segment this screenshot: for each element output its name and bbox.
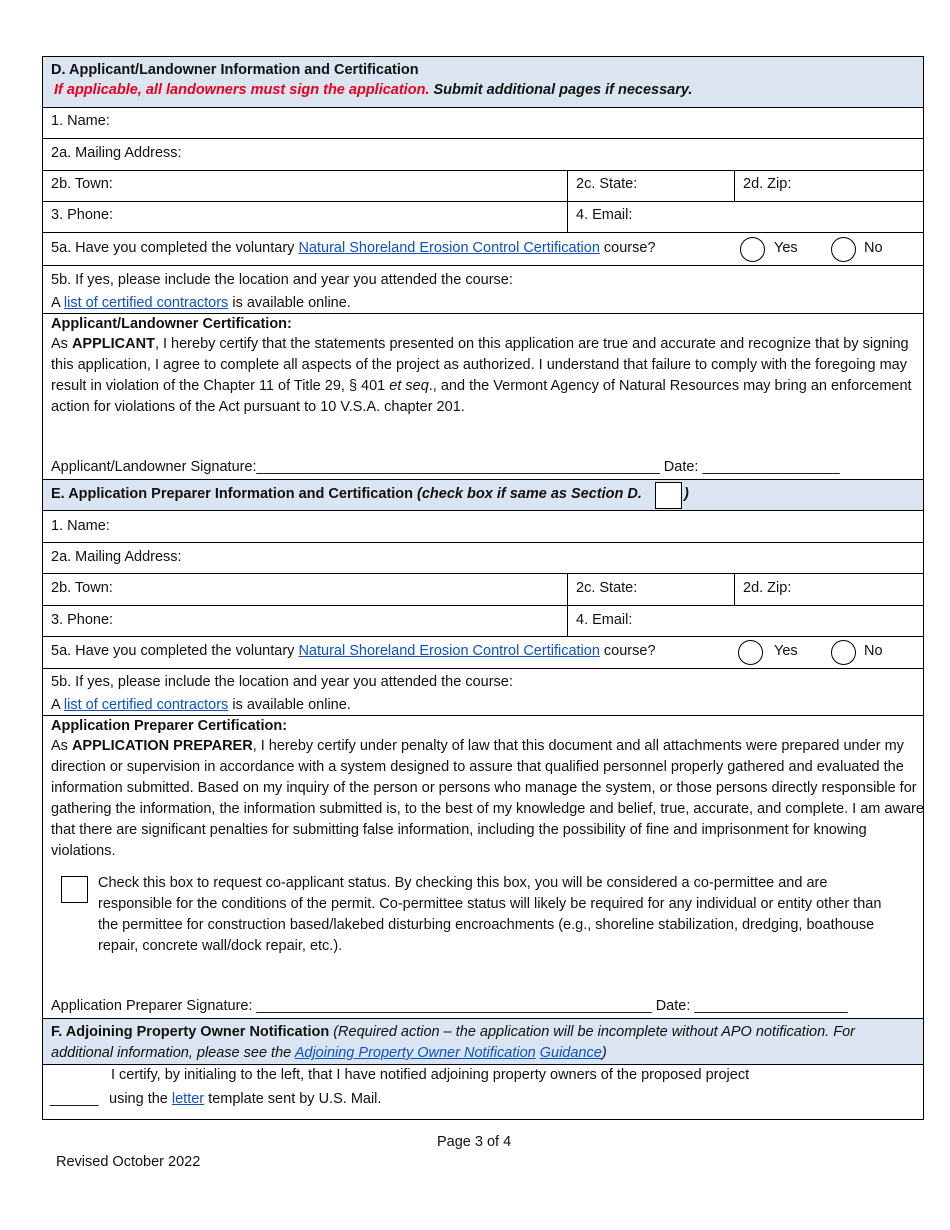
d-name-row[interactable] bbox=[43, 108, 923, 139]
e-zip-label: 2d. Zip: bbox=[743, 580, 792, 596]
d-phone-row bbox=[43, 202, 923, 233]
e-zip-field[interactable] bbox=[734, 574, 923, 605]
permit-form bbox=[42, 56, 924, 1120]
section-f-header bbox=[43, 1019, 923, 1065]
co-applicant-text: Check this box to request co-applicant status. By checking this box, you will be considered a co-permittee and are responsible for the conditions of the permit. Co-permittee status will likely be required for any individual or entity other than the permittee for construction based/lakebed disturbing encroachments (e.g., shoreline stabilization, dredging, boathouse repair, concrete wall/dock repair, etc.). bbox=[98, 875, 882, 954]
page-number: Page 3 of 4 bbox=[437, 1134, 512, 1150]
d-q5b-a: A bbox=[51, 295, 64, 311]
section-d-title: D. Applicant/Landowner Information and Certification bbox=[51, 62, 419, 78]
e-name-row[interactable] bbox=[43, 511, 923, 543]
letter-link[interactable]: letter bbox=[171, 1091, 205, 1107]
e-email-field[interactable] bbox=[567, 606, 923, 636]
e-state-field[interactable] bbox=[567, 574, 734, 605]
section-f-title: F. Adjoining Property Owner Notification bbox=[51, 1024, 330, 1040]
e-phone-row bbox=[43, 606, 923, 637]
d-signature-line[interactable]: Applicant/Landowner Signature:__________________________________________________ Date: _________________ bbox=[51, 459, 840, 475]
e-q5a-text: 5a. Have you completed the voluntary bbox=[51, 643, 299, 659]
d-yes-radio[interactable] bbox=[740, 237, 765, 262]
e-q5b-a: A bbox=[51, 697, 64, 713]
same-as-d-checkbox[interactable] bbox=[655, 482, 682, 509]
e-q5b-row[interactable] bbox=[43, 669, 923, 716]
apo-certify-line2: using the letter template sent by U.S. Mail. bbox=[109, 1091, 382, 1107]
section-e-title: E. Application Preparer Information and Certification bbox=[51, 486, 414, 502]
section-d-header bbox=[43, 57, 923, 108]
section-f-note: (Required action – the application will be incomplete without APO notification. For additional information, please see the bbox=[51, 1024, 855, 1061]
d-q5b-post: is available online. bbox=[228, 295, 351, 311]
e-no-label: No bbox=[864, 643, 883, 659]
d-name-label: 1. Name: bbox=[51, 113, 110, 129]
e-q5a-post: course? bbox=[599, 643, 656, 659]
d-q5a-post: course? bbox=[599, 240, 656, 256]
d-no-radio[interactable] bbox=[831, 237, 856, 262]
d-phone-field[interactable] bbox=[43, 202, 567, 232]
d-town-label: 2b. Town: bbox=[51, 176, 113, 192]
d-town-row bbox=[43, 171, 923, 202]
e-q5b-text: 5b. If yes, please include the location and year you attended the course: bbox=[51, 674, 513, 690]
e-q5a-row bbox=[43, 637, 923, 669]
d-phone-label: 3. Phone: bbox=[51, 207, 114, 223]
d-email-label: 4. Email: bbox=[576, 207, 633, 223]
section-f-close: ) bbox=[601, 1045, 607, 1061]
d-email-field[interactable] bbox=[567, 202, 923, 232]
initial-blank[interactable]: ______ bbox=[50, 1091, 99, 1107]
e-yes-radio[interactable] bbox=[738, 640, 763, 665]
d-q5a-text: 5a. Have you completed the voluntary bbox=[51, 240, 299, 256]
e-town-field[interactable] bbox=[43, 574, 567, 605]
e-mailing-label: 2a. Mailing Address: bbox=[51, 549, 182, 565]
e-signature-line[interactable]: Application Preparer Signature: _________________________________________________ Date: ___________________ bbox=[51, 998, 848, 1014]
e-town-label: 2b. Town: bbox=[51, 580, 113, 596]
d-zip-field[interactable] bbox=[734, 171, 923, 201]
section-e-note: (check box if same as Section D. bbox=[413, 486, 642, 502]
e-mailing-row[interactable] bbox=[43, 543, 923, 574]
apo-guidance-link[interactable]: Guidance bbox=[539, 1045, 602, 1061]
e-yes-label: Yes bbox=[774, 643, 798, 659]
e-phone-label: 3. Phone: bbox=[51, 612, 114, 628]
d-contractors-link[interactable]: list of certified contractors bbox=[63, 295, 229, 311]
co-applicant-checkbox[interactable] bbox=[61, 876, 88, 903]
d-certification-block bbox=[43, 314, 923, 480]
e-cert-title: Application Preparer Certification: bbox=[51, 718, 288, 734]
e-q5b-post: is available online. bbox=[228, 697, 351, 713]
section-d-notice-red: If applicable, all landowners must sign the application. bbox=[54, 82, 430, 98]
e-contractors-link[interactable]: list of certified contractors bbox=[63, 697, 229, 713]
e-email-label: 4. Email: bbox=[576, 612, 633, 628]
d-cert-text: As APPLICANT, I hereby certify that the statements presented on this application are true and accurate and recognize that by signing this application, I agree to complete all aspects of the project as authorized. I understand that failure to comply with the foregoing may result in violation of the Chapter 11 of Title 29, § 401 et seq., and the Vermont Agency of Natural Resources may bring an enforcement action for violations of the Act pursuant to 10 V.S.A. chapter 201. bbox=[51, 336, 912, 415]
d-nsec-link[interactable]: Natural Shoreland Erosion Control Certification bbox=[298, 240, 600, 256]
section-d-notice: Submit additional pages if necessary. bbox=[433, 82, 693, 98]
d-q5b-row[interactable] bbox=[43, 266, 923, 314]
d-zip-label: 2d. Zip: bbox=[743, 176, 792, 192]
e-town-row bbox=[43, 574, 923, 606]
e-phone-field[interactable] bbox=[43, 606, 567, 636]
e-name-label: 1. Name: bbox=[51, 518, 110, 534]
d-q5b-text: 5b. If yes, please include the location and year you attended the course: bbox=[51, 272, 513, 288]
d-mailing-label: 2a. Mailing Address: bbox=[51, 145, 182, 161]
apo-certify-line1: I certify, by initialing to the left, that I have notified adjoining property owners of the proposed project bbox=[111, 1067, 750, 1083]
section-e-header bbox=[43, 480, 923, 511]
d-mailing-row[interactable] bbox=[43, 139, 923, 171]
d-yes-label: Yes bbox=[774, 240, 798, 256]
e-nsec-link[interactable]: Natural Shoreland Erosion Control Certification bbox=[298, 643, 600, 659]
d-state-label: 2c. State: bbox=[576, 176, 638, 192]
apo-certify-row bbox=[43, 1065, 923, 1120]
revised-date: Revised October 2022 bbox=[56, 1154, 201, 1170]
e-certification-block bbox=[43, 716, 923, 1019]
e-cert-text: As APPLICATION PREPARER, I hereby certify under penalty of law that this document and all attachments were prepared under my direction or supervision in accordance with a system designed to assure that qualified personnel properly gathered and evaluated the information submitted. Based on my inquiry of the person or persons who manage the system, or those persons directly responsible for gathering the information, the information submitted is, to the best of my knowledge and belief, true, accurate, and complete. I am aware that there are significant penalties for submitting false information, including the possibility of fine and imprisonment for knowing violations. bbox=[51, 738, 924, 859]
d-cert-title: Applicant/Landowner Certification: bbox=[51, 316, 292, 332]
e-no-radio[interactable] bbox=[831, 640, 856, 665]
d-state-field[interactable] bbox=[567, 171, 734, 201]
d-no-label: No bbox=[864, 240, 883, 256]
e-state-label: 2c. State: bbox=[576, 580, 638, 596]
section-e-close: ) bbox=[684, 486, 689, 502]
d-q5a-row bbox=[43, 233, 923, 266]
apo-notification-link[interactable]: Adjoining Property Owner Notification bbox=[294, 1045, 536, 1061]
d-town-field[interactable] bbox=[43, 171, 567, 201]
